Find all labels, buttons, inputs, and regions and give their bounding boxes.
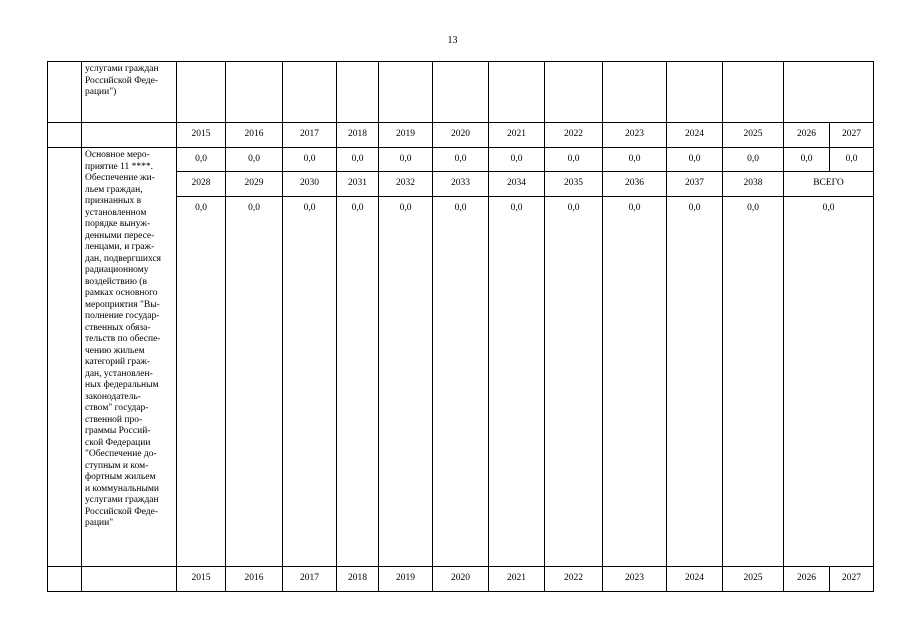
value-cell: 0,0 bbox=[723, 197, 784, 567]
value-cell: 0,0 bbox=[603, 148, 667, 172]
year-header: 2024 bbox=[667, 567, 723, 592]
description-line: "Обеспечение до- bbox=[85, 449, 157, 459]
empty-cell bbox=[723, 62, 784, 123]
year-header: 2026 bbox=[784, 567, 830, 592]
description-line: ской Федерации bbox=[85, 437, 151, 448]
years-row bbox=[48, 123, 874, 148]
year-header: 2017 bbox=[283, 123, 337, 148]
empty-cell bbox=[177, 62, 226, 123]
year-header: 2020 bbox=[433, 123, 489, 148]
budget-table bbox=[47, 61, 874, 592]
description-line: тельств по обеспе- bbox=[85, 334, 161, 344]
number-cell bbox=[48, 148, 82, 567]
year-header: 2027 bbox=[830, 123, 874, 148]
description-line: денными пересе- bbox=[85, 230, 155, 241]
year-header: 2023 bbox=[603, 567, 667, 592]
empty-cell bbox=[667, 62, 723, 123]
description-line: дан, установлен- bbox=[85, 368, 153, 379]
year-header: 2036 bbox=[603, 172, 667, 197]
year-header: 2030 bbox=[283, 172, 337, 197]
total-value: 0,0 bbox=[784, 197, 874, 567]
empty-cell bbox=[433, 62, 489, 123]
year-header: 2017 bbox=[283, 567, 337, 592]
year-header: 2026 bbox=[784, 123, 830, 148]
year-header: 2024 bbox=[667, 123, 723, 148]
description-line: дан, подвергшихся bbox=[85, 253, 162, 264]
year-header: 2022 bbox=[545, 123, 603, 148]
year-header: 2028 bbox=[177, 172, 226, 197]
years-row bbox=[48, 567, 874, 592]
empty-cell bbox=[489, 62, 545, 123]
number-cell bbox=[48, 62, 82, 123]
value-cell: 0,0 bbox=[667, 148, 723, 172]
description-line: законодатель- bbox=[85, 391, 141, 402]
description-line: радиационному bbox=[85, 265, 149, 275]
empty-cell bbox=[545, 62, 603, 123]
year-header: 2034 bbox=[489, 172, 545, 197]
description-line: граммы Россий- bbox=[85, 426, 151, 436]
value-cell: 0,0 bbox=[433, 148, 489, 172]
value-cell: 0,0 bbox=[177, 197, 226, 567]
year-header: 2016 bbox=[226, 567, 283, 592]
description-line: услугами граждан bbox=[85, 495, 159, 505]
year-header: 2020 bbox=[433, 567, 489, 592]
year-header: 2035 bbox=[545, 172, 603, 197]
description-line: Обеспечение жи- bbox=[85, 173, 155, 183]
description-line: услугами граждан bbox=[85, 64, 159, 74]
value-cell: 0,0 bbox=[177, 148, 226, 172]
year-header: 2019 bbox=[379, 567, 433, 592]
table-row-top bbox=[48, 62, 874, 123]
year-header: 2023 bbox=[603, 123, 667, 148]
value-cell: 0,0 bbox=[379, 148, 433, 172]
values-row-2015-2027 bbox=[48, 148, 874, 172]
description-line: ных федеральным bbox=[85, 380, 159, 390]
page-number: 13 bbox=[447, 35, 458, 46]
value-cell: 0,0 bbox=[545, 197, 603, 567]
empty-cell bbox=[283, 62, 337, 123]
total-header: ВСЕГО bbox=[784, 172, 874, 197]
description-line: Российской Феде- bbox=[85, 75, 159, 86]
year-header: 2038 bbox=[723, 172, 784, 197]
description-line: установленном bbox=[85, 207, 147, 218]
value-cell: 0,0 bbox=[489, 197, 545, 567]
year-header: 2027 bbox=[830, 567, 874, 592]
description-cell bbox=[82, 567, 177, 592]
value-cell: 0,0 bbox=[337, 148, 379, 172]
description-line: ленцами, и граж- bbox=[85, 242, 155, 252]
year-header: 2025 bbox=[723, 567, 784, 592]
description-line: чению жильем bbox=[85, 345, 145, 356]
number-cell bbox=[48, 567, 82, 592]
value-cell: 0,0 bbox=[603, 197, 667, 567]
description-line: воздействию (в bbox=[85, 276, 147, 287]
year-header: 2021 bbox=[489, 123, 545, 148]
description-line: рации" bbox=[85, 518, 114, 528]
description-line: фортным жильем bbox=[85, 472, 156, 482]
description-line: Российской Феде- bbox=[85, 506, 159, 517]
year-header: 2015 bbox=[177, 123, 226, 148]
description-cell bbox=[82, 123, 177, 148]
description-line: льем граждан, bbox=[85, 184, 143, 195]
value-cell: 0,0 bbox=[283, 197, 337, 567]
number-cell bbox=[48, 123, 82, 148]
description-line: порядке вынуж- bbox=[85, 219, 151, 229]
activity-description bbox=[82, 148, 177, 567]
description-line: рамках основного bbox=[85, 288, 158, 298]
empty-cell bbox=[379, 62, 433, 123]
description-line: и коммунальными bbox=[85, 483, 159, 494]
empty-cell bbox=[784, 62, 874, 123]
description-line: ственных обяза- bbox=[85, 322, 151, 333]
empty-cell bbox=[603, 62, 667, 123]
year-header: 2016 bbox=[226, 123, 283, 148]
value-cell: 0,0 bbox=[337, 197, 379, 567]
value-cell: 0,0 bbox=[489, 148, 545, 172]
value-cell: 0,0 bbox=[379, 197, 433, 567]
year-header: 2022 bbox=[545, 567, 603, 592]
year-header: 2037 bbox=[667, 172, 723, 197]
value-cell: 0,0 bbox=[830, 148, 874, 172]
year-header: 2032 bbox=[379, 172, 433, 197]
empty-cell bbox=[337, 62, 379, 123]
value-cell: 0,0 bbox=[283, 148, 337, 172]
description-line: рации") bbox=[85, 87, 117, 97]
year-header: 2015 bbox=[177, 567, 226, 592]
description-line: категорий граж- bbox=[85, 357, 151, 367]
value-cell: 0,0 bbox=[226, 148, 283, 172]
value-cell: 0,0 bbox=[784, 148, 830, 172]
value-cell: 0,0 bbox=[667, 197, 723, 567]
description-line: ступным и ком- bbox=[85, 460, 149, 471]
value-cell: 0,0 bbox=[433, 197, 489, 567]
year-header: 2018 bbox=[337, 567, 379, 592]
year-header: 2019 bbox=[379, 123, 433, 148]
description-line: ством" государ- bbox=[85, 403, 149, 413]
year-header: 2021 bbox=[489, 567, 545, 592]
description-line: признанных в bbox=[85, 196, 142, 206]
description-line: полнение государ- bbox=[85, 311, 160, 321]
value-cell: 0,0 bbox=[545, 148, 603, 172]
description-line: приятие 11 ****. bbox=[85, 161, 154, 172]
description-cell-top bbox=[82, 62, 177, 123]
year-header: 2025 bbox=[723, 123, 784, 148]
year-header: 2031 bbox=[337, 172, 379, 197]
value-cell: 0,0 bbox=[226, 197, 283, 567]
empty-cell bbox=[226, 62, 283, 123]
year-header: 2029 bbox=[226, 172, 283, 197]
description-line: мероприятия "Вы- bbox=[85, 299, 160, 310]
description-line: Основное меро- bbox=[85, 150, 150, 160]
description-line: ственной про- bbox=[85, 414, 143, 425]
value-cell: 0,0 bbox=[723, 148, 784, 172]
year-header: 2033 bbox=[433, 172, 489, 197]
year-header: 2018 bbox=[337, 123, 379, 148]
